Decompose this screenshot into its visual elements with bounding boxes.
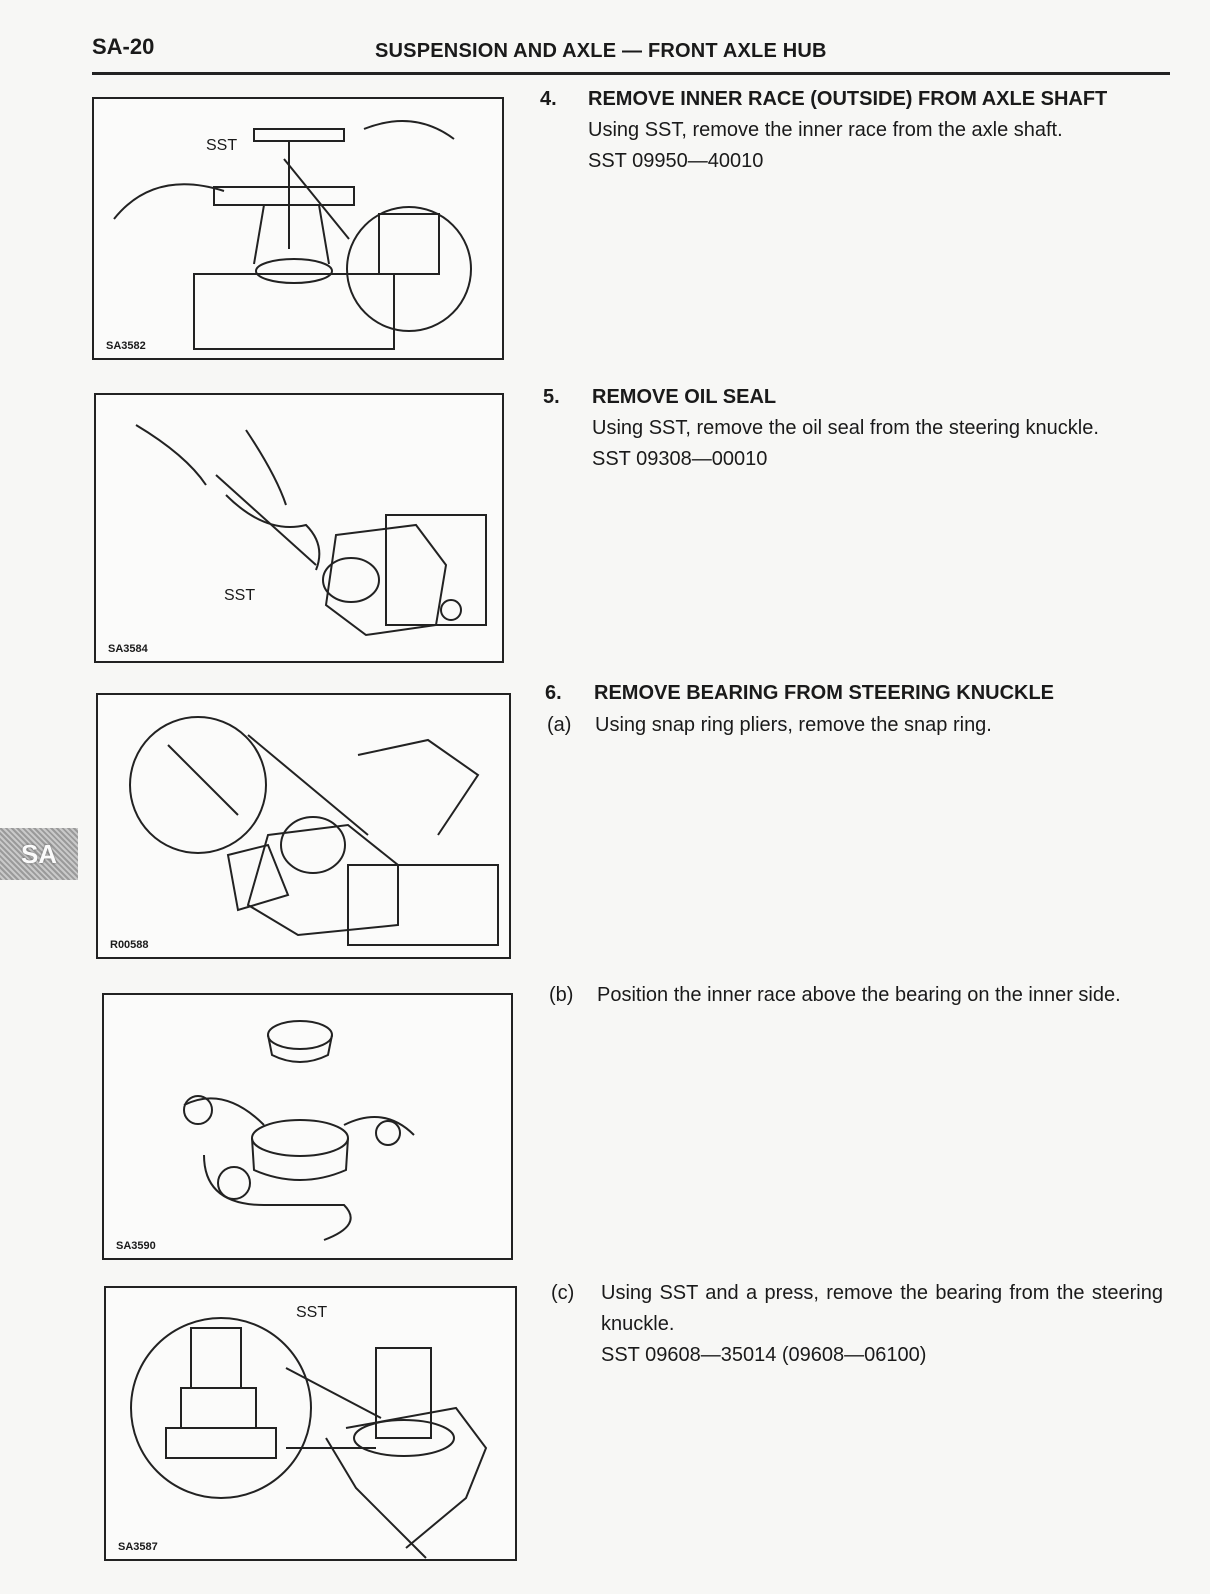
figure-code: SA3590 bbox=[116, 1240, 156, 1252]
page-number: SA-20 bbox=[92, 34, 155, 59]
step-heading: REMOVE OIL SEAL bbox=[592, 386, 777, 408]
step-heading: REMOVE BEARING FROM STEERING KNUCKLE bbox=[594, 682, 1055, 704]
figure-inner-race-removal bbox=[92, 97, 504, 360]
step-6 bbox=[545, 678, 1157, 709]
figure-code: R00588 bbox=[110, 939, 149, 951]
sst-number: SST 09950—40010 bbox=[588, 150, 764, 172]
oil-seal-illustration bbox=[96, 395, 504, 663]
step-number: 6. bbox=[545, 682, 562, 704]
knuckle-illustration bbox=[104, 995, 513, 1260]
step-text: Using SST, remove the oil seal from the steering knuckle. bbox=[592, 417, 1099, 439]
step-5 bbox=[543, 382, 1155, 475]
substep-letter: (b) bbox=[549, 984, 574, 1006]
figure-code: SA3587 bbox=[118, 1541, 158, 1553]
substep-b bbox=[549, 980, 1161, 1011]
press-illustration bbox=[106, 1288, 517, 1561]
puller-illustration bbox=[94, 99, 504, 360]
sst-callout: SST bbox=[224, 587, 256, 604]
substep-a bbox=[547, 710, 1147, 741]
substep-text: Using SST and a press, remove the bearing from the steering knuckle. bbox=[601, 1282, 1163, 1335]
sst-number: SST 09608—35014 (09608—06100) bbox=[601, 1344, 927, 1366]
section-tab-label: SA bbox=[20, 838, 58, 869]
sst-number: SST 09308—00010 bbox=[592, 448, 768, 470]
substep-text: Position the inner race above the bearing on the inner side. bbox=[597, 984, 1121, 1006]
substep-letter: (c) bbox=[551, 1282, 575, 1304]
figure-inner-race-position bbox=[102, 993, 513, 1260]
section-tab[interactable] bbox=[0, 828, 78, 880]
figure-snap-ring-removal bbox=[96, 693, 511, 959]
sst-callout: SST bbox=[296, 1304, 328, 1321]
substep-c bbox=[551, 1278, 1163, 1371]
section-title: SUSPENSION AND AXLE — FRONT AXLE HUB bbox=[375, 40, 827, 62]
sst-callout: SST bbox=[206, 137, 238, 154]
step-4 bbox=[540, 84, 1152, 177]
figure-code: SA3582 bbox=[106, 340, 146, 352]
figure-code: SA3584 bbox=[108, 643, 148, 655]
figure-oil-seal-removal bbox=[94, 393, 504, 663]
step-text: Using SST, remove the inner race from the axle shaft. bbox=[588, 119, 1063, 141]
step-number: 4. bbox=[540, 88, 557, 110]
substep-letter: (a) bbox=[547, 714, 572, 736]
header-divider bbox=[92, 72, 1170, 75]
snap-ring-illustration bbox=[98, 695, 511, 959]
step-heading: REMOVE INNER RACE (OUTSIDE) FROM AXLE SHAFT bbox=[588, 88, 1108, 110]
figure-bearing-press bbox=[104, 1286, 517, 1561]
step-number: 5. bbox=[543, 386, 560, 408]
substep-text: Using snap ring pliers, remove the snap ring. bbox=[595, 714, 992, 736]
